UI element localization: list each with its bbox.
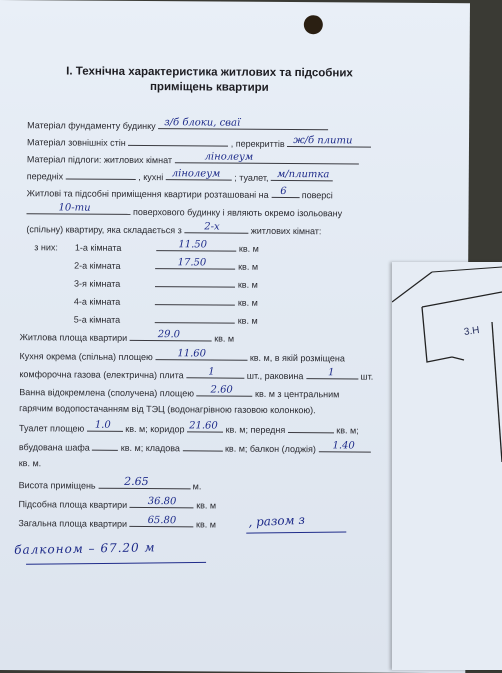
stove-value: 1: [208, 366, 215, 378]
room-2-value: 17.50: [177, 257, 207, 269]
room-1-value: 11.50: [178, 239, 208, 251]
storey-value: 6: [280, 185, 287, 198]
closet-balcony-row: вбудована шафа кв. м; кладова кв. м; балкон (лоджія) 1.40: [19, 440, 371, 454]
building-floors-value: 10-ти: [58, 202, 91, 214]
rooms-count-value: 2-х: [204, 221, 220, 233]
floor-rooms-row: передніх , кухні лінолеум ; туалет, м/плитка: [27, 169, 333, 183]
living-area-value: 29.0: [157, 329, 181, 341]
room-4-row: 4-а кімната кв. м: [73, 296, 258, 308]
living-area-row: Житлова площа квартири 29.0 кв. м: [19, 329, 235, 344]
total-area-value: 65.80: [147, 515, 177, 527]
aux-area-value: 36.80: [147, 496, 177, 508]
slabs-value: ж/б плити: [293, 135, 353, 147]
kitchen-area-row: Кухня окрема (спільна) площею 11.60 кв. м, в якій розміщена: [19, 348, 345, 364]
corridor-value: 21.60: [189, 420, 218, 432]
aux-area-row: Підсобна площа квартири 36.80 кв. м: [18, 496, 217, 511]
floor-living-row: Матеріал підлоги: житлових кімнат лінолеум: [27, 152, 359, 166]
balcony-value: 1.40: [332, 440, 355, 452]
total-note: , разом з: [248, 512, 306, 530]
punch-hole: [304, 15, 323, 34]
storey-row: Житлові та підсобні приміщення квартири розташовані на 6 поверсі: [26, 185, 333, 201]
walls-row: Матеріал зовнішніх стін , перекриттів ж/б плити: [27, 135, 371, 149]
height-row: Висота приміщень 2.65 м.: [18, 474, 202, 492]
kitchen-floor-value: лінолеум: [171, 168, 221, 180]
floor-plan-drawing: [392, 262, 502, 670]
sqm-end-row: кв. м.: [18, 458, 42, 469]
floor-plan-sheet: [392, 262, 502, 670]
room-2-row: 2-а кімната 17.50 кв. м: [74, 257, 259, 272]
height-value: 2.65: [124, 474, 149, 489]
rooms-count-row: (спільну) квартиру, яка складається з 2-х житлових кімнат:: [26, 221, 322, 237]
balcony-note: балконом – 67.20 м: [14, 540, 156, 557]
toilet-area-value: 1.0: [94, 419, 111, 431]
sink-value: 1: [327, 367, 335, 379]
foundation-value: з/б блоки, сваї: [164, 117, 241, 129]
room-1-row: з них: 1-а кімната 11.50 кв. м: [34, 239, 259, 254]
kitchen-area-value: 11.60: [177, 348, 207, 360]
room-3-row: 3-я кімната кв. м: [73, 278, 258, 290]
note-underline: [246, 532, 346, 534]
toilet-corridor-row: Туалет площею 1.0 кв. м; коридор 21.60 кв. м; передня кв. м;: [18, 419, 359, 436]
bath-value: 2.60: [210, 384, 233, 396]
building-row: 10-ти поверхового будинку і являють окремо ізольовану: [26, 204, 342, 218]
foundation-row: Матеріал фундаменту будинку з/б блоки, сваї: [27, 118, 328, 132]
floor-living-value: лінолеум: [204, 151, 254, 163]
stove-row: комфорочна газова (електрична) плита 1 шт., раковина 1 шт.: [19, 366, 374, 382]
bath-row: Ванна відокремлена (сполучена) площею 2.60 кв. м з центральним: [19, 384, 340, 400]
page-title: І. Технічна характеристика житлових та підсобних приміщень квартири: [66, 65, 353, 94]
total-area-row: Загальна площа квартири 65.80 кв. м: [18, 515, 217, 530]
hotwater-row: гарячим водопостачанням від ТЭЦ (водонагрівною газовою колонкою).: [19, 403, 316, 416]
balcony-note-underline: [26, 562, 206, 565]
room-5-row: 5-а кімната кв. м: [73, 314, 258, 326]
toilet-floor-value: м/плитка: [276, 168, 330, 181]
plan-room-label: 3.Н: [463, 324, 481, 339]
